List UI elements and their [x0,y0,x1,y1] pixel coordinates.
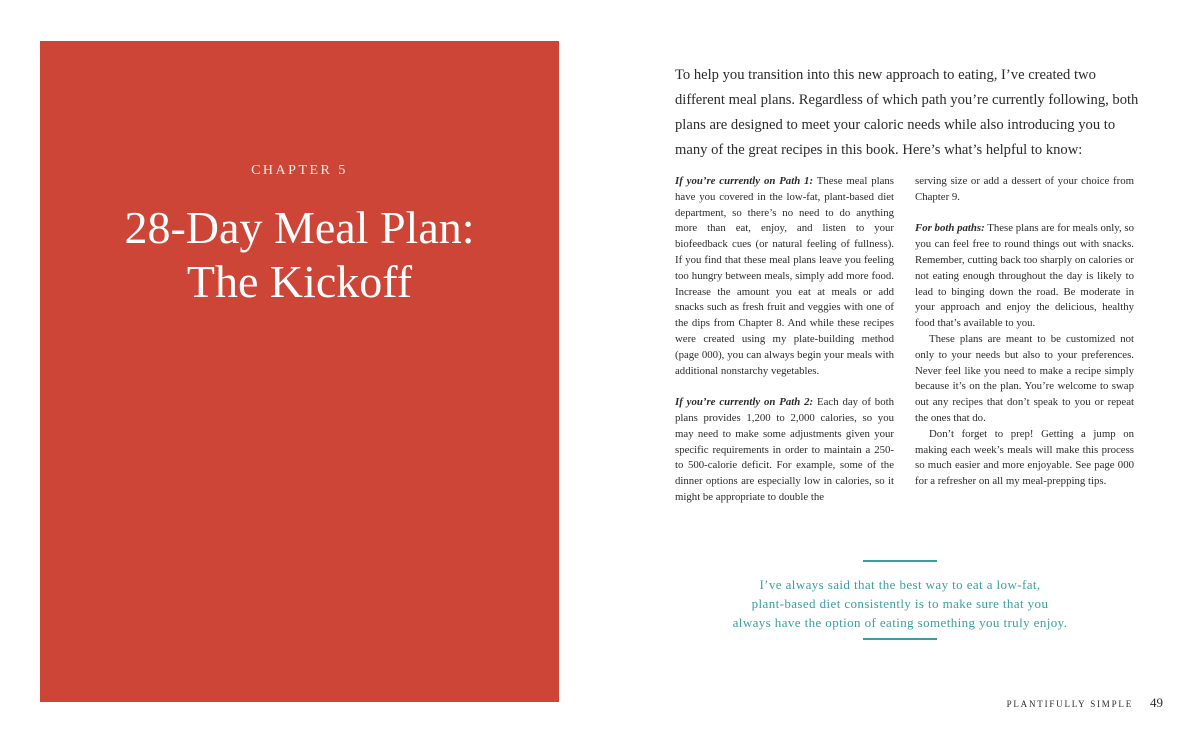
path-2-paragraph [675,395,894,506]
pull-quote-line-2: plant-based diet consistently is to make sure that you [751,596,1049,611]
path-1-paragraph [675,174,894,379]
prep-paragraph: Don’t forget to prep! Getting a jump on making each week’s meals will make this process so much easier and more enjoyable. See page 000 for a refresher on all my meal-prepping tips. [915,427,1134,488]
chapter-title-line-2: The Kickoff [186,256,413,307]
both-paths-paragraph [915,221,1134,332]
path-1-body: These meal plans have you covered in the low-fat, plant-based diet department, so there’s no need to do anything more than eat, enjoy, and listen to your biofeedback cues (or natural feeling of fullness). If you find that these meal plans leave you feeling too hungry between meals, simply add more food. Increase the amount you eat at meals or add snacks such as fresh fruit and veggies with one of the dips from Chapter 8. And while these recipes were created using my plate-building method (page 000), you can always begin your meals with additional nonstarchy vegetables. [675,175,894,377]
chapter-label: CHAPTER 5 [251,163,348,178]
intro-paragraph: To help you transition into this new approach to eating, I’ve created two different meal plans. Regardless of which path you’re currently following, both plans are designed to meet your caloric needs while also introducing you to many of the great recipes in this book. Here’s what’s helpful to know: [675,67,1139,158]
page-number: 49 [1150,695,1163,710]
pull-quote-rule-top [863,560,937,562]
chapter-title [40,201,559,309]
body-column-right [915,174,1134,490]
both-paths-lead: For both paths: [915,222,985,235]
pull-quote [700,575,1100,632]
pull-quote-line-1: I’ve always said that the best way to eat a low-fat, [759,577,1041,592]
both-paths-body: These plans are for meals only, so you can feel free to round things out with snacks. Remember, cutting back too sharply on calories or not eating enough throughout the day is likely to lead to binging down the road. Be moderate in your approach and enjoy the delicious, healthy food that’s available to you. [915,222,1134,330]
pull-quote-line-3: always have the option of eating something you truly enjoy. [732,615,1068,630]
chapter-cover-panel [40,41,559,702]
chapter-title-line-1: 28-Day Meal Plan: [124,202,475,253]
path-2-body: Each day of both plans provides 1,200 to 2,000 calories, so you may need to make some adjustments given your specific requirements in order to maintain a 250- to 500-calorie deficit. For example, some of the dinner options are especially low in calories, so it might be appropriate to double the [675,396,894,503]
path-2-lead: If you’re currently on Path 2: [675,396,814,409]
running-footer-book-title: PLANTIFULLY SIMPLE [1006,699,1133,709]
path-2-continuation: serving size or add a dessert of your choice from Chapter 9. [915,175,1134,203]
path-1-lead: If you’re currently on Path 1: [675,175,814,187]
pull-quote-rule-bottom [863,638,937,640]
body-column-left [675,174,894,506]
customize-paragraph: These plans are meant to be customized not only to your needs but also to your preferences. Never feel like you need to make a recipe simply because it’s on the plan. You’re welcome to swap out any recipes that don’t speak to you or repeat the ones that do. [915,332,1134,424]
